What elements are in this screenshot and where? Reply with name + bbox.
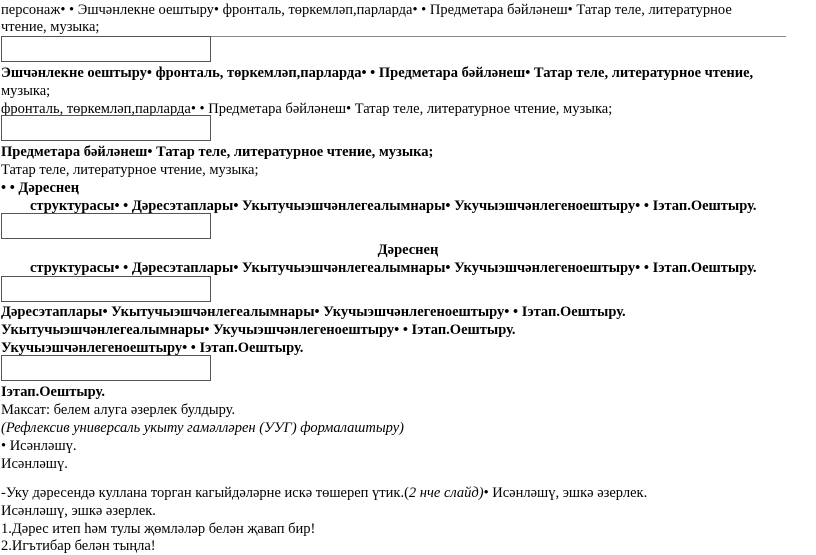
line-20-slide-ref: 2 нче слайд) [408, 485, 484, 501]
line-20-text-c: • Исәнләшү, эшкә әзерлек. [483, 485, 648, 501]
line-15-text: Iэтап.Оештыру. [1, 384, 105, 400]
line-14-text: Укучыэшчәнлегеноештыру• • Iэтап.Оештыру. [1, 340, 304, 356]
text-line-13 [1, 321, 516, 339]
line-20-text-a: -Уку дәресендә куллана торган кагыйдәләрне искә төшереп үтик.( [1, 485, 409, 501]
line-21-text: Исәнләшү, эшкә әзерлек. [1, 503, 156, 519]
empty-cell-5 [1, 355, 211, 381]
line-11-text: структурасы• • Дәресэтаплары• Укытучыэшчәнлегеалымнары• Укучыэшчәнлегеноештыру• • Iэтап.Оештыру. [30, 260, 757, 276]
empty-cell-1 [1, 36, 211, 62]
line-9-text: структурасы• • Дәресэтаплары• Укытучыэшчәнлегеалымнары• Укучыэшчәнлегеноештыру• • Iэтап.Оештыру. [30, 198, 757, 214]
text-line-1 [1, 1, 732, 19]
line-16-text: Максат: белем алуга әзерлек булдыру. [1, 402, 236, 418]
line-5-text: фронталь, төркемләп,парларда• • Предметара бәйләнеш• Татар теле, литературное чтение, музыка; [1, 101, 613, 117]
line-23-text: 2.Игътибар белән тыңла! [1, 538, 156, 554]
line-4-text: музыка; [1, 83, 51, 99]
line-13-text: Укытучыэшчәнлегеалымнары• Укучыэшчәнлегеноештыру• • Iэтап.Оештыру. [1, 322, 516, 338]
text-line-17 [1, 419, 404, 437]
text-line-16 [1, 401, 235, 419]
line-8-text: • • Дәреснең [1, 180, 80, 196]
line-6-text: Предметара бәйләнеш• Татар теле, литературное чтение, музыка; [1, 144, 434, 160]
text-line-4 [1, 82, 50, 100]
text-line-22 [1, 520, 315, 538]
line-7-text: Татар теле, литературное чтение, музыка; [1, 162, 259, 178]
text-line-10 [0, 241, 816, 259]
empty-cell-3 [1, 213, 211, 239]
text-line-6 [1, 143, 433, 161]
text-line-11 [30, 259, 757, 277]
line-1-text: персонаж• • Эшчәнлекне оештыру• фронталь, төркемләп,парларда• • Предметара бәйләнеш• Татар теле, литературное [1, 2, 732, 18]
text-line-19 [1, 455, 68, 473]
line-17-text: (Рефлексив универсаль укыту гамәлләрен (УУГ) формалаштыру) [1, 420, 404, 436]
text-line-12 [1, 303, 626, 321]
empty-cell-2 [1, 115, 211, 141]
text-line-8 [1, 179, 79, 197]
text-line-3 [1, 64, 753, 82]
text-line-23 [1, 537, 156, 555]
line-12-text: Дәресэтаплары• Укытучыэшчәнлегеалымнары• Укучыэшчәнлегеноештыру• • Iэтап.Оештыру. [1, 304, 626, 320]
text-line-2 [1, 18, 99, 36]
line-18-text: • Исәнләшү. [1, 438, 77, 454]
line-19-text: Исәнләшү. [1, 456, 68, 472]
line-22-text: 1.Дәрес итеп һәм тулы җөмләләр белән җавап бир! [1, 521, 316, 537]
text-line-15 [1, 383, 105, 401]
text-line-7 [1, 161, 259, 179]
text-line-18 [1, 437, 77, 455]
line-10-text: Дәреснең [377, 242, 439, 258]
text-line-21 [1, 502, 156, 520]
empty-cell-4 [1, 276, 211, 302]
line-3-text: Эшчәнлекне оештыру• фронталь, төркемләп,парларда• • Предметара бәйләнеш• Татар теле, литературное чтение, [1, 65, 754, 81]
text-line-20 [1, 484, 647, 502]
line-2-text: чтение, музыка; [1, 19, 100, 35]
